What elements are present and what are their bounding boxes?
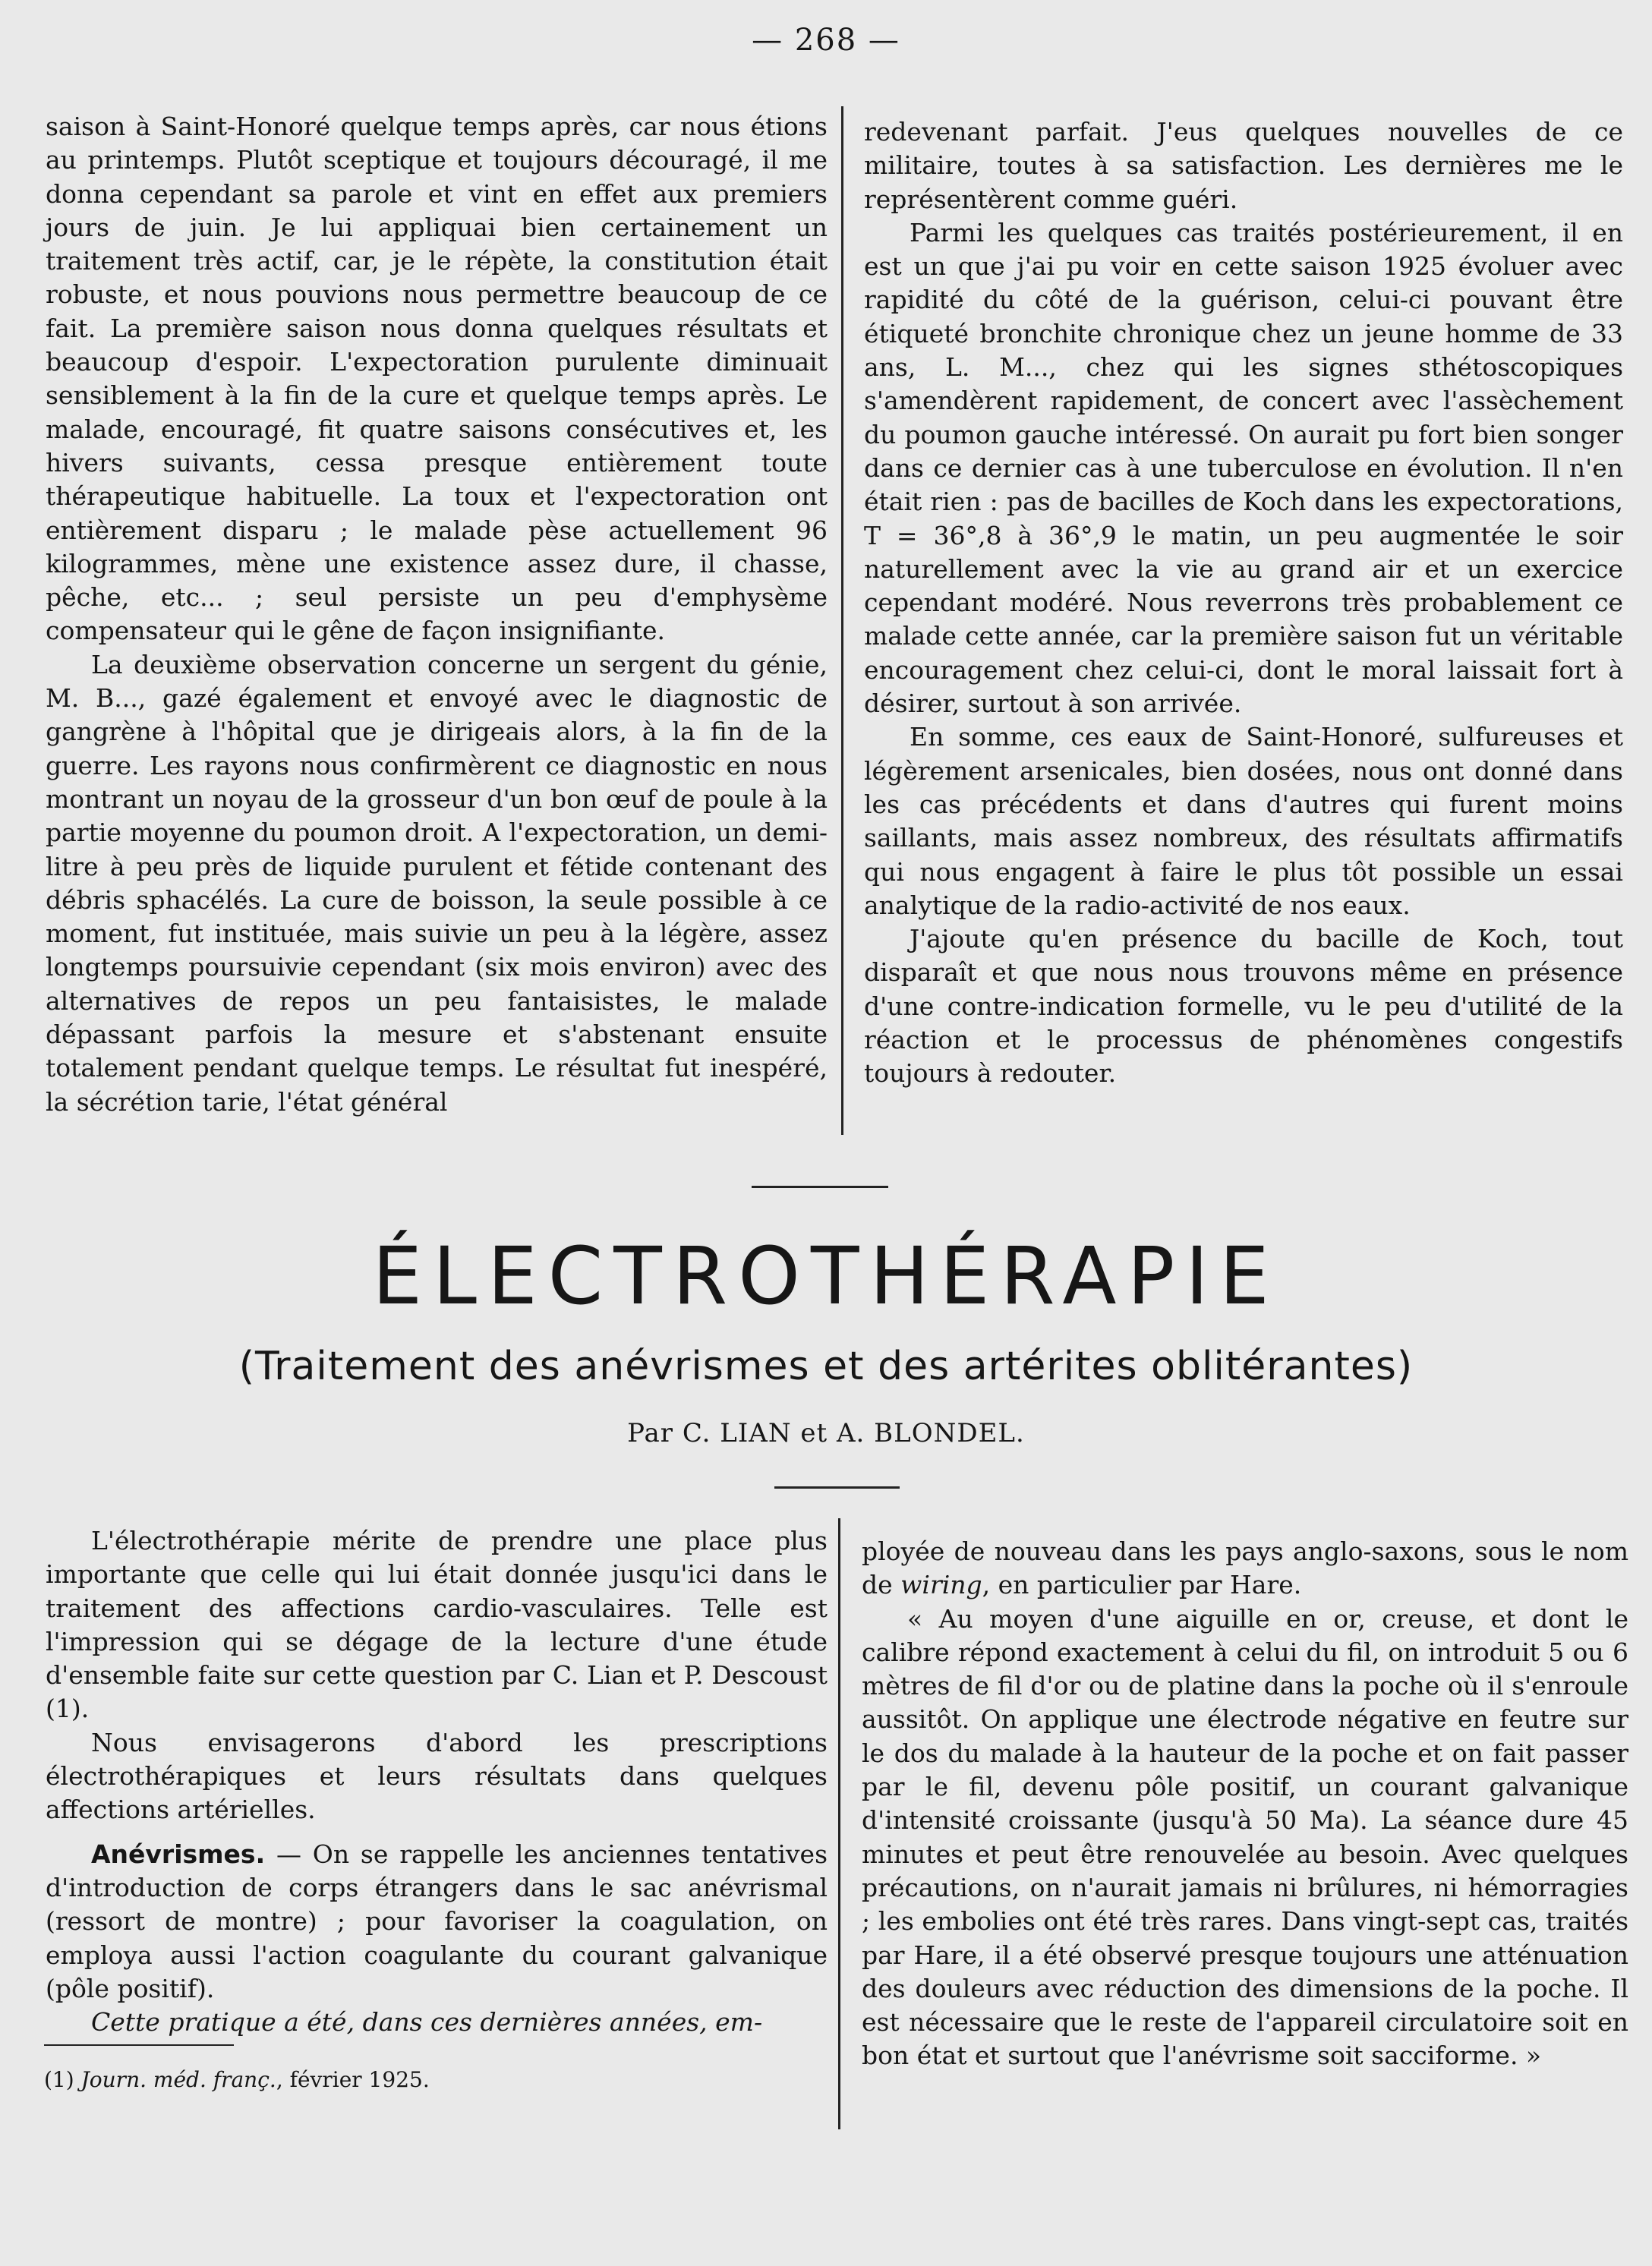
footnote: (1) Journ. méd. franç., février 1925.: [44, 2067, 430, 2092]
paragraph: ployée de nouveau dans les pays anglo-saxons, sous le nom de wiring, en particulier par Hare.: [862, 1536, 1628, 1600]
section-separator: [752, 1186, 888, 1188]
paragraph: L'électrothérapie mérite de prendre une place plus importante que celle qui lui était donnée jusqu'ici dans le traitement des affections cardio-vasculaires. Telle est l'impression qui se dégage de la lecture d'une étude d'ensemble faite sur cette question par C. Lian et P. Descoust (1).: [46, 1526, 828, 1724]
title-separator: [774, 1486, 900, 1489]
paragraph: Parmi les quelques cas traités postérieurement, il en est un que j'ai pu voir en cette saison 1925 évoluer avec rapidité du côté de la guérison, celui-ci pouvant être étiqueté bronchite chronique chez un jeune homme de 33 ans, L. M..., chez qui les signes sthétoscopiques s'amendèrent rapidement, de concert avec l'assèchement du poumon gauche intéressé. On aurait pu fort bien songer dans ce dernier cas à une tuberculose en évolution. Il n'en était rien : pas de bacilles de Koch dans les expectorations, T = 36°,8 à 36°,9 le matin, un peu augmentée le soir naturellement avec la vie au grand air et un exercice cependant modéré. Nous reverrons très probablement ce malade cette année, car la première saison fut un véritable encouragement chez celui-ci, dont le moral laissait fort à désirer, surtout à son arrivée.: [864, 217, 1623, 719]
paragraph: Nous envisagerons d'abord les prescriptions électrothérapiques et leurs résultats dans quelques affections artérielles.: [46, 1727, 828, 1825]
italic-term: wiring: [900, 1570, 982, 1600]
bottom-right-column: [862, 1535, 1628, 2073]
paragraph: Cette pratique a été, dans ces dernières années, em-: [91, 2007, 763, 2038]
column-divider: [838, 1518, 840, 2129]
top-left-column: [46, 110, 828, 1119]
footnote-rule: [44, 2044, 234, 2046]
bottom-left-column: [46, 1524, 828, 2039]
paragraph: [46, 1838, 828, 2006]
paragraph: En somme, ces eaux de Saint-Honoré, sulfureuses et légèrement arsenicales, bien dosées, nous ont donné dans les cas précédents et dans d'autres qui furent moins saillants, mais assez nombreux, des résultats affirmatifs qui nous engagent à faire le plus tôt possible un essai analytique de la radio-activité de nos eaux.: [864, 722, 1623, 920]
quotation: « Au moyen d'une aiguille en or, creuse, et dont le calibre répond exactement à celui du fil, on introduit 5 ou 6 mètres de fil d'or ou de platine dans la poche où il s'enroule aussitôt. On applique une électrode négative en feutre sur le dos du malade à la hauteur de la poche et on fait passer par le fil, devenu pôle positif, un courant galvanique d'intensité croissante (jusqu'à 50 Ma). La séance dure 45 minutes et peut être renouvelée au besoin. Avec quelques précautions, on n'aurait jamais ni brûlures, ni hémorragies ; les embolies ont été très rares. Dans vingt-sept cas, traités par Hare, il a été observé presque toujours une atténuation des douleurs avec réduction des dimensions de la poche. Il est nécessaire que le reste de l'appareil circulatoire soit en bon état et surtout que l'anévrisme soit sacciforme. »: [862, 1603, 1628, 2071]
paragraph: saison à Saint-Honoré quelque temps après, car nous étions au printemps. Plutôt sceptique et toujours découragé, il me donna cependant sa parole et vint en effet aux premiers jours de juin. Je lui appliquai bien certainement un traitement très actif, car, je le répète, la constitution était robuste, et nous pouvions nous permettre beaucoup de ce fait. La première saison nous donna quelques résultats et beaucoup d'espoir. L'expectoration purulente diminuait sensiblement à la fin de la cure et quelque temps après. Le malade, encouragé, fit quatre saisons consécutives et, les hivers suivants, cessa presque entièrement toute thérapeutique habituelle. La toux et l'expectoration ont entièrement disparu ; le malade pèse actuellement 96 kilogrammes, mène une existence assez dure, il chasse, pêche, etc... ; seul persiste un peu d'emphysème compensateur qui le gêne de façon insignifiante.: [46, 112, 828, 646]
page-number: — 268 —: [752, 23, 900, 58]
top-right-column: [864, 115, 1623, 1091]
paragraph: J'ajoute qu'en présence du bacille de Koch, tout disparaît et que nous nous trouvons même en présence d'une contre-indication formelle, vu le peu d'utilité de la réaction et le processus de phénomènes congestifs toujours à redouter.: [864, 924, 1623, 1089]
article-byline: Par C. LIAN et A. BLONDEL.: [627, 1418, 1025, 1448]
paragraph: La deuxième observation concerne un sergent du génie, M. B..., gazé également et envoyé avec le diagnostic de gangrène à l'hôpital que je dirigeais alors, à la fin de la guerre. Les rayons nous confirmèrent ce diagnostic en nous montrant un noyau de la grosseur d'un bon œuf de poule à la partie moyenne du poumon droit. A l'expectoration, un demi-litre à peu près de liquide purulent et fétide contenant des débris sphacélés. La cure de boisson, la seule possible à ce moment, fut instituée, mais suivie un peu à la légère, assez longtemps poursuivie cependant (six mois environ) avec des alternatives de repos un peu fantaisistes, le malade dépassant parfois la mesure et s'abstenant ensuite totalement pendant quelque temps. Le résultat fut inespéré, la sécrétion tarie, l'état général: [46, 649, 828, 1117]
article-title: ÉLECTROTHÉRAPIE: [372, 1230, 1280, 1322]
footnote-source: Journ. méd. franç.: [80, 2067, 276, 2092]
column-divider: [841, 106, 843, 1135]
section-text: — On se rappelle les anciennes tentatives d'introduction de corps étrangers dans le sac anévrismal (ressort de montre) ; pour favoriser la coagulation, on employa aussi l'action coagulante du courant galvanique (pôle positif).: [46, 1839, 828, 2003]
article-subtitle: (Traitement des anévrismes et des artérites oblitérantes): [238, 1344, 1414, 1389]
section-heading: Anévrismes.: [91, 1839, 266, 1869]
paragraph: redevenant parfait. J'eus quelques nouvelles de ce militaire, toutes à sa satisfaction. Les dernières me le représentèrent comme guéri.: [864, 117, 1623, 214]
